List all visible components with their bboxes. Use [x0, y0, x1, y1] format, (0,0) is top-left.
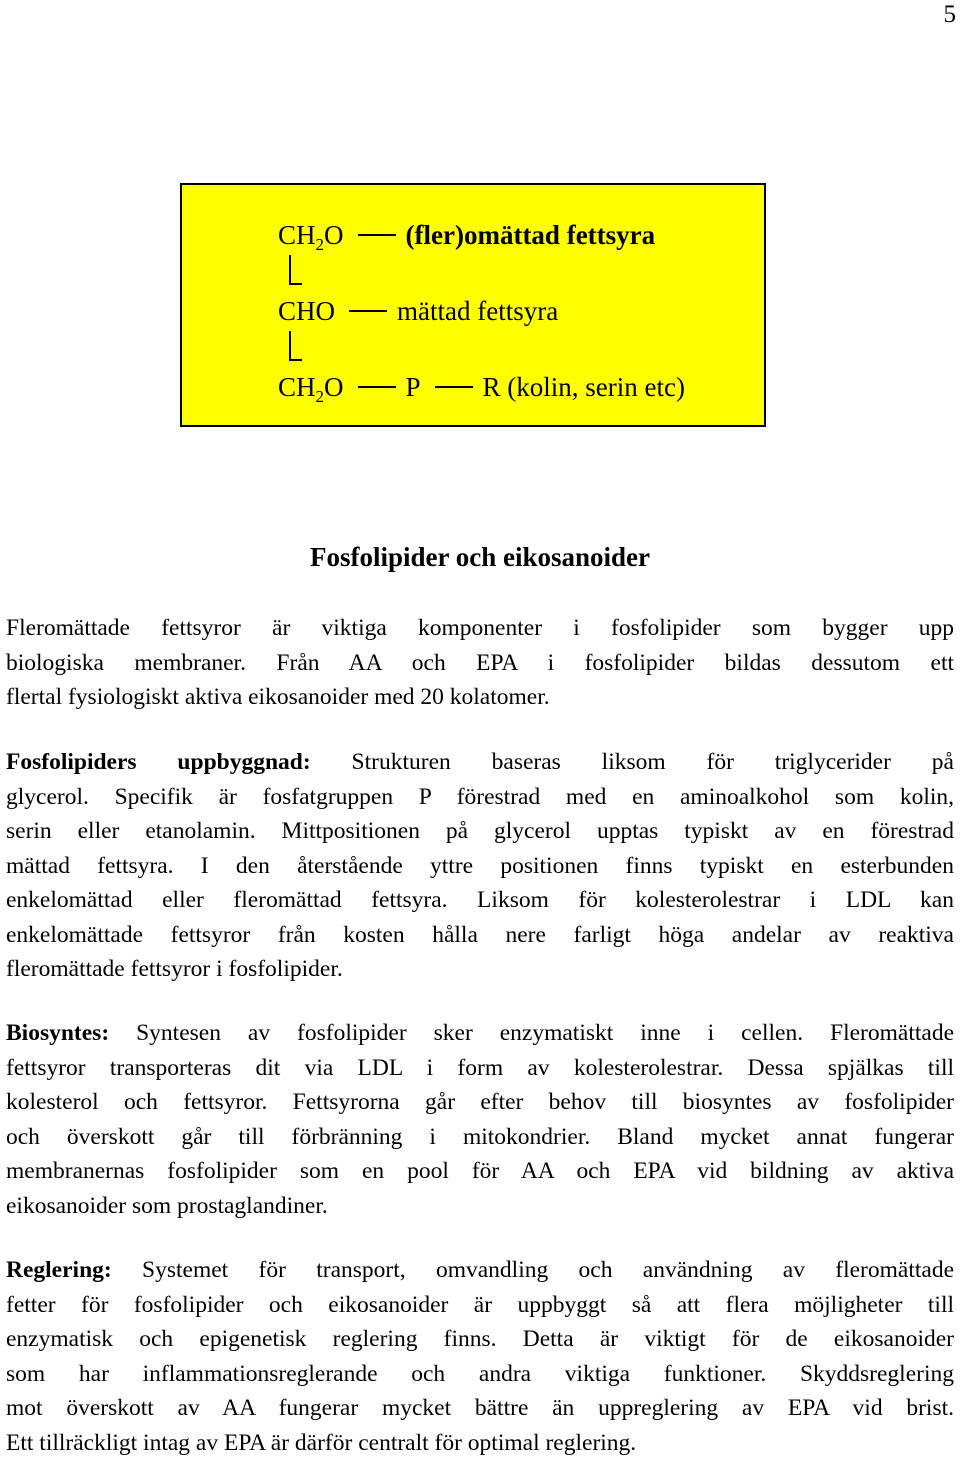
paragraph-line: membranernas fosfolipider som en pool för AA och EPA vid bildning av aktiva	[6, 1154, 954, 1189]
paragraph-line: mättad fettsyra. I den återstående yttre positionen finns typiskt en esterbunden	[6, 849, 954, 884]
biosynthesis-paragraph	[6, 1016, 954, 1223]
paragraph-line: flertal fysiologiskt aktiva eikosanoider med 20 kolatomer.	[6, 680, 954, 715]
regulation-paragraph	[6, 1253, 954, 1460]
structure-heading: Fosfolipiders uppbyggnad:	[6, 749, 311, 775]
paragraph-line: som har inflammationsreglerande och andra viktiga funktioner. Skyddsreglering	[6, 1357, 954, 1392]
formula-row-3-middle: P	[406, 372, 421, 402]
paragraph-line: enkelomättad eller fleromättad fettsyra. Liksom för kolesterolestrar i LDL kan	[6, 883, 954, 918]
biosynthesis-heading: Biosyntes:	[6, 1020, 109, 1046]
formula-row-2	[278, 295, 558, 327]
paragraph-line: eikosanoider som prostaglandiner.	[6, 1189, 954, 1224]
formula-row-1-atom: O	[324, 220, 344, 250]
paragraph-line: biologiska membraner. Från AA och EPA i fosfolipider bildas dessutom ett	[6, 646, 954, 681]
formula-row-1-label: (fler)omättad fettsyra	[406, 220, 656, 250]
formula-row-3-label: R (kolin, serin etc)	[483, 372, 685, 402]
formula-row-1	[278, 219, 655, 251]
structure-line-1-text: Strukturen baseras liksom för triglycerider på	[311, 749, 954, 775]
bond-dash	[349, 310, 387, 312]
paragraph-line: serin eller etanolamin. Mittpositionen på glycerol upptas typiskt av en förestrad	[6, 814, 954, 849]
bond-dash	[358, 386, 396, 388]
vertical-bond-1	[289, 255, 291, 285]
regulation-heading: Reglering:	[6, 1257, 112, 1283]
paragraph-line: och överskott går till förbränning i mitokondrier. Bland mycket annat fungerar	[6, 1120, 954, 1155]
bond-dash	[435, 386, 473, 388]
bond-dash	[358, 234, 396, 236]
paragraph-line: fetter för fosfolipider och eikosanoider är uppbyggt så att flera möjligheter till	[6, 1288, 954, 1323]
paragraph-line	[6, 1016, 954, 1051]
phospholipid-formula-box	[180, 183, 766, 427]
vertical-bond-2	[289, 331, 291, 361]
formula-row-2-group: CHO	[278, 296, 335, 326]
biosynthesis-line-1-text: Syntesen av fosfolipider sker enzymatiskt inne i cellen. Fleromättade	[109, 1020, 954, 1046]
paragraph-line	[6, 1253, 954, 1288]
paragraph-line: fleromättade fettsyror i fosfolipider.	[6, 952, 954, 987]
paragraph-line: Ett tillräckligt intag av EPA är därför centralt för optimal reglering.	[6, 1426, 954, 1460]
formula-row-1-subscript: 2	[316, 235, 325, 254]
paragraph-line: glycerol. Specifik är fosfatgruppen P förestrad med en aminoalkohol som kolin,	[6, 780, 954, 815]
section-title: Fosfolipider och eikosanoider	[0, 540, 960, 574]
structure-paragraph	[6, 745, 954, 987]
page-number: 5	[944, 0, 957, 30]
paragraph-line: mot överskott av AA fungerar mycket bättre än uppreglering av EPA vid brist.	[6, 1391, 954, 1426]
paragraph-line: enzymatisk och epigenetisk reglering finns. Detta är viktigt för de eikosanoider	[6, 1322, 954, 1357]
paragraph-line	[6, 745, 954, 780]
formula-row-3-atom: O	[324, 372, 344, 402]
paragraph-line: Fleromättade fettsyror är viktiga komponenter i fosfolipider som bygger upp	[6, 611, 954, 646]
regulation-line-1-text: Systemet för transport, omvandling och användning av fleromättade	[112, 1257, 954, 1283]
formula-row-3	[278, 371, 685, 403]
formula-row-1-group: CH	[278, 220, 316, 250]
paragraph-line: kolesterol och fettsyror. Fettsyrorna går efter behov till biosyntes av fosfolipider	[6, 1085, 954, 1120]
formula-row-2-label: mättad fettsyra	[397, 296, 558, 326]
formula-row-3-subscript: 2	[316, 387, 325, 406]
formula-row-3-group: CH	[278, 372, 316, 402]
paragraph-line: enkelomättade fettsyror från kosten hålla nere farligt höga andelar av reaktiva	[6, 918, 954, 953]
paragraph-line: fettsyror transporteras dit via LDL i form av kolesterolestrar. Dessa spjälkas till	[6, 1051, 954, 1086]
intro-paragraph	[6, 611, 954, 715]
